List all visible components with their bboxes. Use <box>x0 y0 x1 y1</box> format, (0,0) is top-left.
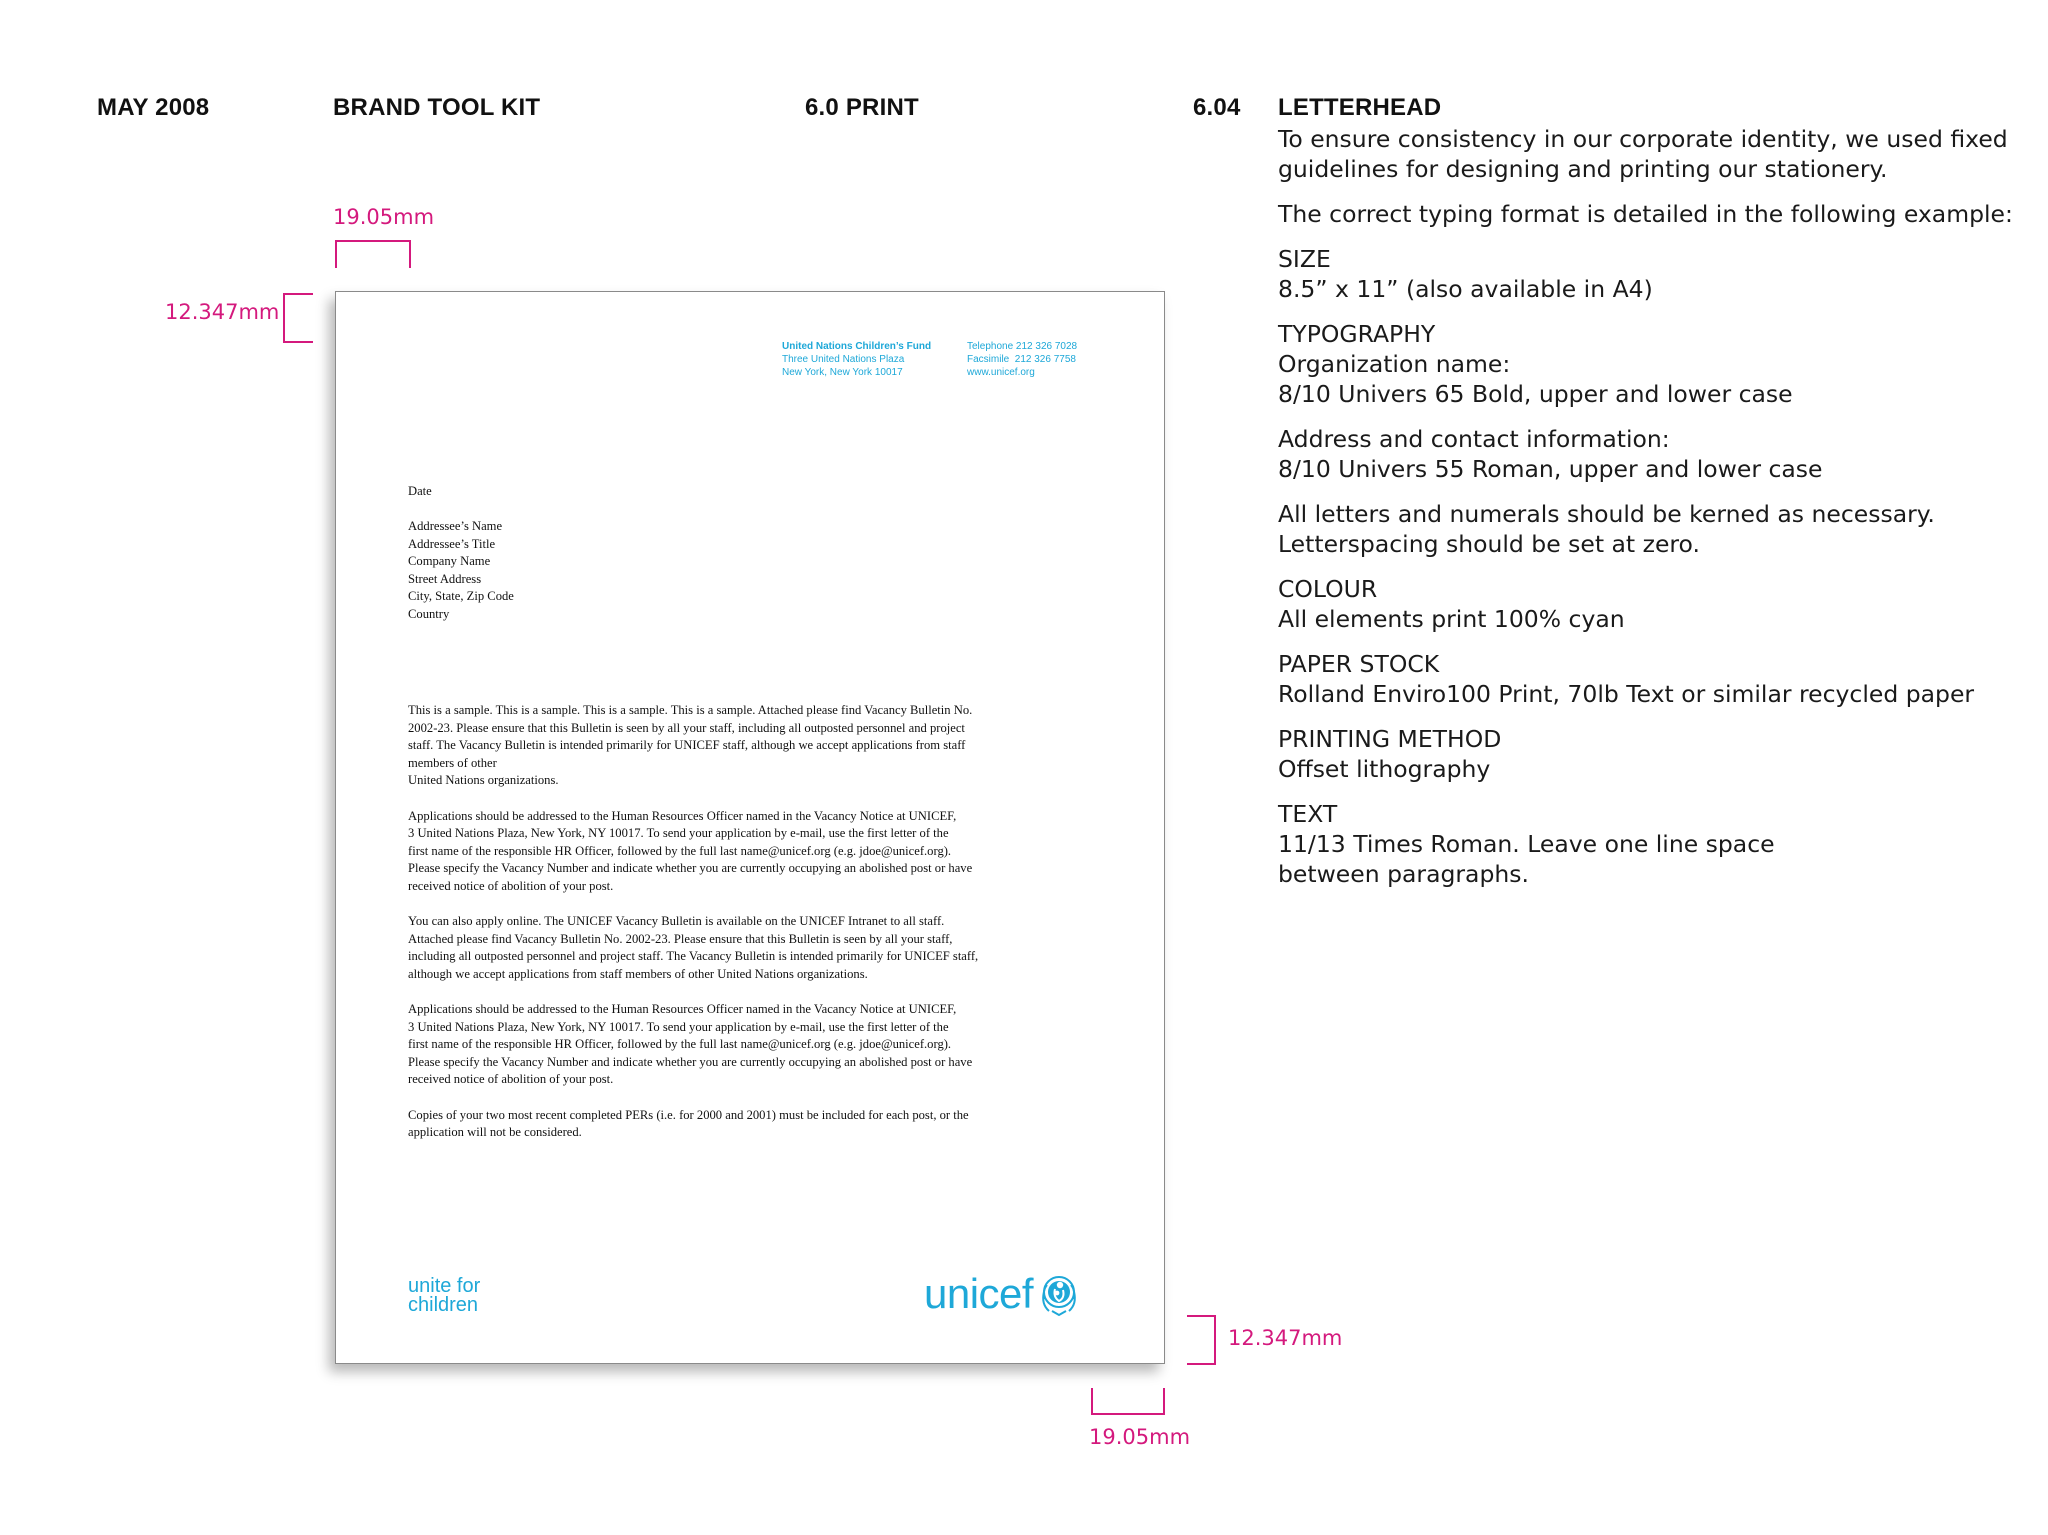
kerning-line-2: Letterspacing should be set at zero. <box>1278 530 1700 558</box>
address-spec: 8/10 Univers 55 Roman, upper and lower case <box>1278 455 1823 483</box>
dimension-bottom-bracket <box>1091 1388 1165 1415</box>
dimension-bottom-right-height: 12.347mm <box>1228 1326 1343 1350</box>
body-line: 3 United Nations Plaza, New York, NY 10017. To send your application by e-mail, use the first letter of the <box>408 1019 949 1034</box>
kerning-line-1: All letters and numerals should be kerned as necessary. <box>1278 500 1935 528</box>
body-line: first name of the responsible HR Officer, followed by the full last name@unicef.org (e.g. jdoe@unicef.org). <box>408 1037 952 1052</box>
text-heading: TEXT <box>1278 800 1338 828</box>
address-line-1: Three United Nations Plaza <box>782 354 905 365</box>
body-line: United Nations organizations. <box>408 773 559 788</box>
addressee-line: Country <box>408 606 450 621</box>
body-line: Please specify the Vacancy Number and indicate whether you are currently occupying an abolished post or have <box>408 1054 973 1069</box>
body-line: members of other <box>408 755 497 770</box>
text-value-2: between paragraphs. <box>1278 860 1529 888</box>
body-line: This is a sample. This is a sample. This is a sample. This is a sample. Attached please find Vacancy Bulletin No. <box>408 703 973 717</box>
printing-section <box>1278 724 2018 784</box>
colour-value: All elements print 100% cyan <box>1278 605 1625 633</box>
text-value-1: 11/13 Times Roman. Leave one line space <box>1278 830 1775 858</box>
addressee-line: Street Address <box>408 571 482 586</box>
address-spec-section <box>1278 424 2018 484</box>
org-name-spec: 8/10 Univers 65 Bold, upper and lower case <box>1278 380 1793 408</box>
org-name-label: Organization name: <box>1278 350 1511 378</box>
page-title: LETTERHEAD <box>1278 94 1442 121</box>
dimension-top-width: 19.05mm <box>333 205 435 229</box>
printing-heading: PRINTING METHOD <box>1278 725 1502 753</box>
contact-block <box>967 340 1077 379</box>
body-line: Copies of your two most recent completed PERs (i.e. for 2000 and 2001) must be included for each post, or the <box>408 1107 969 1122</box>
intro-text: To ensure consistency in our corporate identity, we used fixed guidelines for designing and printing our stationery. <box>1278 125 2008 183</box>
paragraph-3 <box>408 913 1098 983</box>
logo-wordmark: unicef <box>924 1270 1034 1317</box>
facsimile: Facsimile 212 326 7758 <box>967 354 1076 365</box>
body-line: including all outposted personnel and project staff. The Vacancy Bulletin is intended primarily for UNICEF staff, <box>408 949 979 964</box>
website: www.unicef.org <box>967 367 1035 378</box>
size-value: 8.5” x 11” (also available in A4) <box>1278 275 1653 303</box>
paragraph-5 <box>408 1107 1098 1142</box>
text-section <box>1278 799 2018 889</box>
printing-value: Offset lithography <box>1278 755 1491 783</box>
paragraph-1 <box>408 702 1098 790</box>
dimension-left-bracket <box>283 293 313 343</box>
size-section <box>1278 244 2018 304</box>
paragraph-2 <box>408 808 1098 896</box>
dimension-bottom-right-bracket <box>1187 1315 1216 1365</box>
body-line: application will not be considered. <box>408 1125 582 1140</box>
dimension-bottom-width: 19.05mm <box>1089 1425 1191 1449</box>
format-note: The correct typing format is detailed in the following example: <box>1278 200 2013 228</box>
body-line: staff. The Vacancy Bulletin is intended primarily for UNICEF staff, although we accept applications from staff <box>408 738 966 753</box>
colour-section <box>1278 574 2018 634</box>
guidelines-column <box>1278 124 2018 904</box>
paragraph-4 <box>408 1001 1098 1089</box>
addressee-line: Company Name <box>408 554 491 569</box>
unicef-emblem-icon <box>1036 1271 1082 1317</box>
date-line: Date <box>408 484 432 498</box>
header-section: 6.0 PRINT <box>805 94 919 121</box>
header-kit: BRAND TOOL KIT <box>333 94 541 121</box>
body-line: You can also apply online. The UNICEF Vacancy Bulletin is available on the UNICEF Intranet to all staff. <box>408 914 945 929</box>
tagline-line-2: children <box>408 1294 479 1316</box>
dimension-left-height: 12.347mm <box>165 300 280 324</box>
org-name: United Nations Children’s Fund <box>782 341 932 352</box>
address-label: Address and contact information: <box>1278 425 1670 453</box>
addressee-line: Addressee’s Title <box>408 536 496 551</box>
header-date: MAY 2008 <box>97 94 210 121</box>
body-line: although we accept applications from staff members of other United Nations organizations. <box>408 966 868 981</box>
letterhead-sheet <box>335 291 1165 1364</box>
org-address-block <box>782 340 931 379</box>
typography-section <box>1278 319 2018 409</box>
addressee-block <box>408 518 1098 624</box>
colour-heading: COLOUR <box>1278 575 1378 603</box>
typography-heading: TYPOGRAPHY <box>1278 320 1436 348</box>
letter-body <box>408 702 1098 1159</box>
tagline <box>408 1277 480 1315</box>
addressee-line: City, State, Zip Code <box>408 589 514 604</box>
paper-section <box>1278 649 2018 709</box>
body-line: received notice of abolition of your post. <box>408 878 614 893</box>
dimension-top-bracket <box>335 240 411 268</box>
body-line: Applications should be addressed to the Human Resources Officer named in the Vacancy Notice at UNICEF, <box>408 808 957 823</box>
unicef-logo <box>924 1270 1082 1318</box>
body-line: 3 United Nations Plaza, New York, NY 10017. To send your application by e-mail, use the first letter of the <box>408 826 949 841</box>
paper-value: Rolland Enviro100 Print, 70lb Text or similar recycled paper <box>1278 680 1975 708</box>
body-line: received notice of abolition of your post. <box>408 1072 614 1087</box>
letter-date <box>408 483 1098 501</box>
body-line: Applications should be addressed to the Human Resources Officer named in the Vacancy Notice at UNICEF, <box>408 1002 957 1017</box>
telephone: Telephone 212 326 7028 <box>967 341 1078 352</box>
body-line: Please specify the Vacancy Number and indicate whether you are currently occupying an abolished post or have <box>408 861 973 876</box>
addressee-line: Addressee’s Name <box>408 519 503 533</box>
tagline-line-1: unite for <box>408 1275 481 1297</box>
body-line: Attached please find Vacancy Bulletin No. 2002-23. Please ensure that this Bulletin is seen by all your staff, <box>408 931 953 946</box>
paper-heading: PAPER STOCK <box>1278 650 1440 678</box>
body-line: first name of the responsible HR Officer, followed by the full last name@unicef.org (e.g. jdoe@unicef.org). <box>408 843 952 858</box>
kerning-section <box>1278 499 2018 559</box>
size-heading: SIZE <box>1278 245 1331 273</box>
header-number: 6.04 <box>1193 94 1241 121</box>
body-line: 2002-23. Please ensure that this Bulletin is seen by all your staff, including all outposted personnel and project <box>408 720 965 735</box>
address-line-2: New York, New York 10017 <box>782 367 903 378</box>
